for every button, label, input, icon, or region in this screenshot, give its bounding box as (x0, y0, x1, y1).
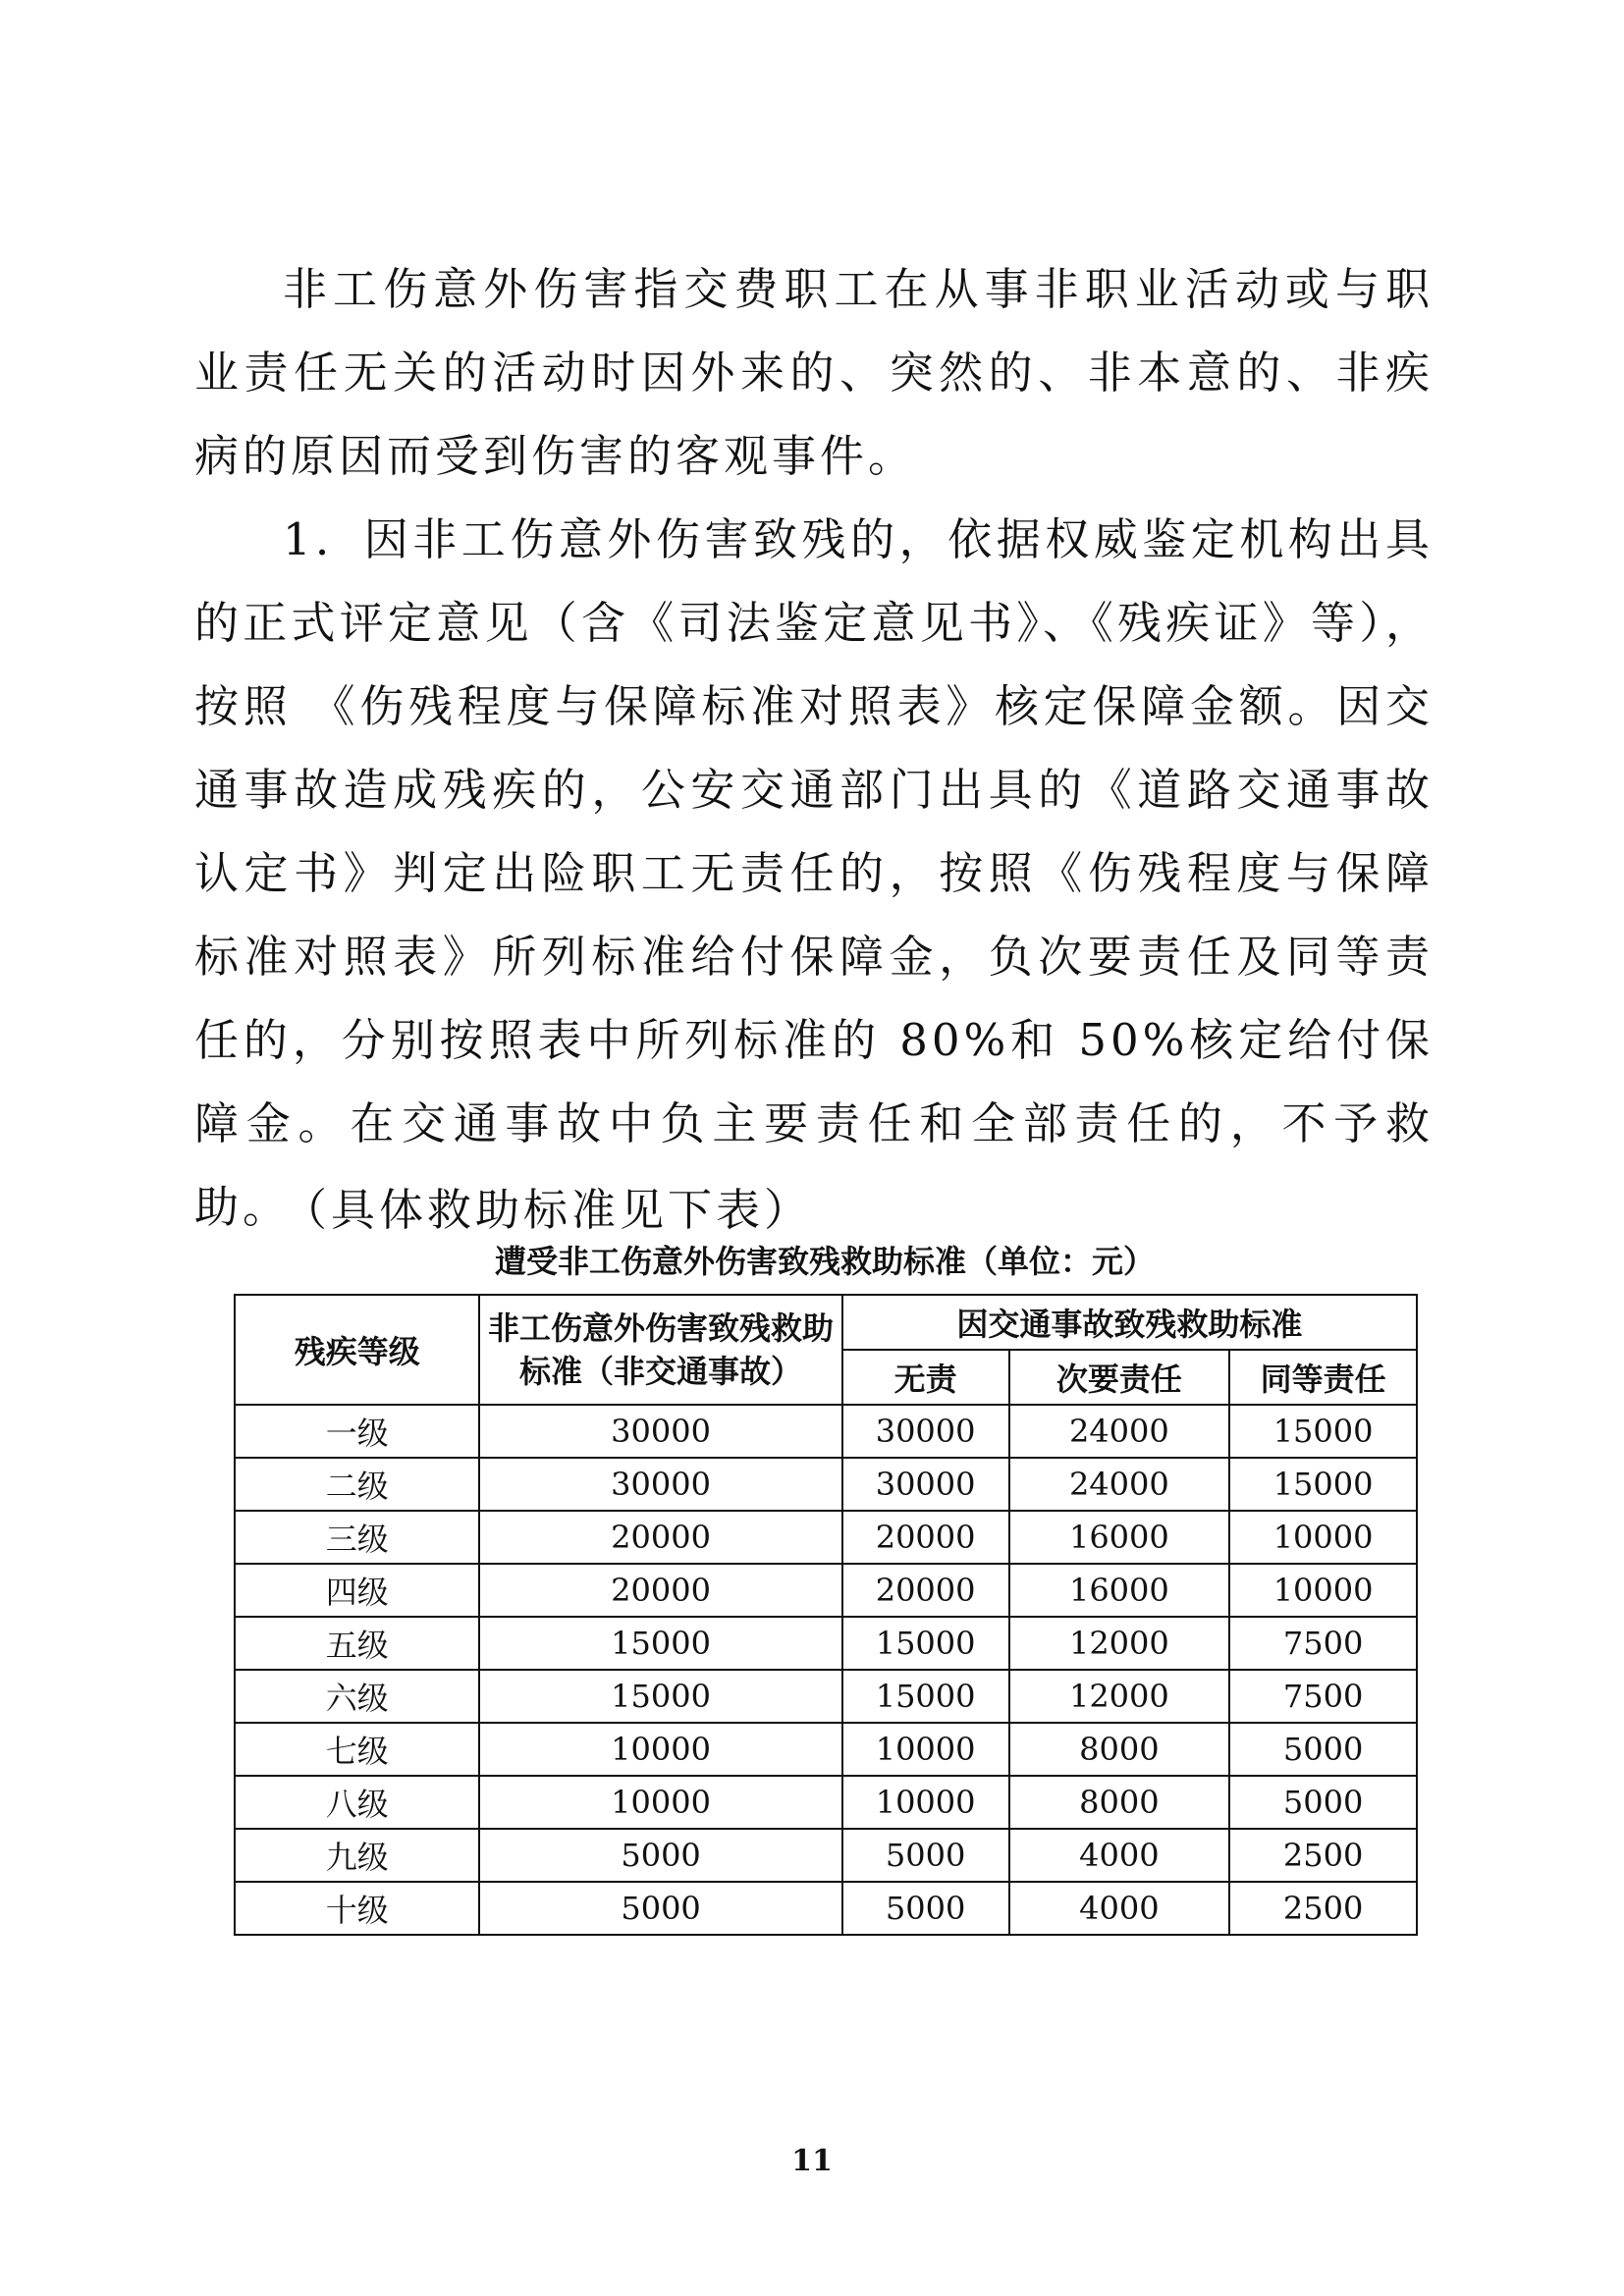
cell-equal-fault: 7500 (1229, 1617, 1417, 1670)
cell-equal-fault: 10000 (1229, 1511, 1417, 1564)
cell-non-traffic: 15000 (479, 1617, 841, 1670)
cell-non-traffic: 10000 (479, 1723, 841, 1776)
cell-equal-fault: 10000 (1229, 1564, 1417, 1617)
cell-minor-fault: 12000 (1009, 1617, 1230, 1670)
cell-non-traffic: 20000 (479, 1564, 841, 1617)
header-grade: 残疾等级 (235, 1295, 479, 1405)
cell-grade: 七级 (235, 1723, 479, 1776)
cell-grade: 三级 (235, 1511, 479, 1564)
cell-grade: 五级 (235, 1617, 479, 1670)
cell-grade: 九级 (235, 1829, 479, 1882)
header-traffic-group: 因交通事故致残救助标准 (842, 1295, 1417, 1350)
cell-equal-fault: 7500 (1229, 1670, 1417, 1723)
header-no-fault: 无责 (842, 1350, 1009, 1405)
definition-paragraph: 非工伤意外伤害指交费职工在从事非职业活动或与职业责任无关的活动时因外来的、突然的、非本意的、非疾病的原因而受到伤害的客观事件。 (194, 263, 1434, 482)
cell-grade: 一级 (235, 1405, 479, 1458)
cell-non-traffic: 30000 (479, 1405, 841, 1458)
cell-no-fault: 10000 (842, 1776, 1009, 1829)
cell-minor-fault: 4000 (1009, 1882, 1230, 1935)
cell-minor-fault: 24000 (1009, 1405, 1230, 1458)
table-title: 遭受非工伤意外伤害致残救助标准（单位：元） (494, 1243, 1155, 1280)
table-row (235, 1511, 1417, 1564)
table-row (235, 1617, 1417, 1670)
cell-no-fault: 30000 (842, 1405, 1009, 1458)
header-non-traffic: 非工伤意外伤害致残救助标准（非交通事故） (479, 1295, 841, 1405)
cell-equal-fault: 2500 (1229, 1829, 1417, 1882)
cell-no-fault: 15000 (842, 1617, 1009, 1670)
cell-grade: 十级 (235, 1882, 479, 1935)
table-row (235, 1776, 1417, 1829)
table-header-row (235, 1295, 1417, 1350)
cell-minor-fault: 8000 (1009, 1723, 1230, 1776)
rescue-standard-table (234, 1294, 1418, 1936)
cell-minor-fault: 16000 (1009, 1564, 1230, 1617)
cell-minor-fault: 4000 (1009, 1829, 1230, 1882)
table-note: （具体救助标准见下表） (283, 1184, 813, 1236)
cell-non-traffic: 20000 (479, 1511, 841, 1564)
cell-grade: 四级 (235, 1564, 479, 1617)
table-row (235, 1829, 1417, 1882)
header-equal-fault: 同等责任 (1229, 1350, 1417, 1405)
cell-no-fault: 5000 (842, 1882, 1009, 1935)
cell-minor-fault: 24000 (1009, 1458, 1230, 1511)
cell-equal-fault: 15000 (1229, 1405, 1417, 1458)
cell-non-traffic: 5000 (479, 1882, 841, 1935)
table-row (235, 1405, 1417, 1458)
table-row (235, 1882, 1417, 1935)
cell-no-fault: 20000 (842, 1511, 1009, 1564)
cell-equal-fault: 5000 (1229, 1776, 1417, 1829)
cell-equal-fault: 5000 (1229, 1723, 1417, 1776)
cell-non-traffic: 5000 (479, 1829, 841, 1882)
table-row (235, 1723, 1417, 1776)
cell-no-fault: 10000 (842, 1723, 1009, 1776)
cell-grade: 六级 (235, 1670, 479, 1723)
cell-no-fault: 20000 (842, 1564, 1009, 1617)
cell-non-traffic: 10000 (479, 1776, 841, 1829)
header-minor-fault: 次要责任 (1009, 1350, 1230, 1405)
cell-non-traffic: 30000 (479, 1458, 841, 1511)
clause-1-paragraph: 1．因非工伤意外伤害致残的，依据权威鉴定机构出具的正式评定意见（含《司法鉴定意见书》、《残疾证》等），按照 《伤残程度与保障标准对照表》核定保障金额。因交通事故造成残疾的，公安交通部门出具的《道路交通事故认定书》判定出险职工无责任的，按照《伤残程度与保障标准对照表》所列标准给付保障金，负次要责任及同等责任的，分别按照表中所列标准的 80%和 50%核定给付保障金。在交通事故中负主要责任和全部责任的，不予救助。 (194, 513, 1434, 1233)
cell-equal-fault: 2500 (1229, 1882, 1417, 1935)
cell-non-traffic: 15000 (479, 1670, 841, 1723)
cell-grade: 八级 (235, 1776, 479, 1829)
cell-minor-fault: 16000 (1009, 1511, 1230, 1564)
cell-no-fault: 15000 (842, 1670, 1009, 1723)
table-row (235, 1458, 1417, 1511)
cell-minor-fault: 12000 (1009, 1670, 1230, 1723)
table-row (235, 1564, 1417, 1617)
cell-equal-fault: 15000 (1229, 1458, 1417, 1511)
cell-no-fault: 5000 (842, 1829, 1009, 1882)
cell-minor-fault: 8000 (1009, 1776, 1230, 1829)
table-row (235, 1670, 1417, 1723)
page-number: 11 (791, 2144, 833, 2178)
cell-grade: 二级 (235, 1458, 479, 1511)
cell-no-fault: 30000 (842, 1458, 1009, 1511)
